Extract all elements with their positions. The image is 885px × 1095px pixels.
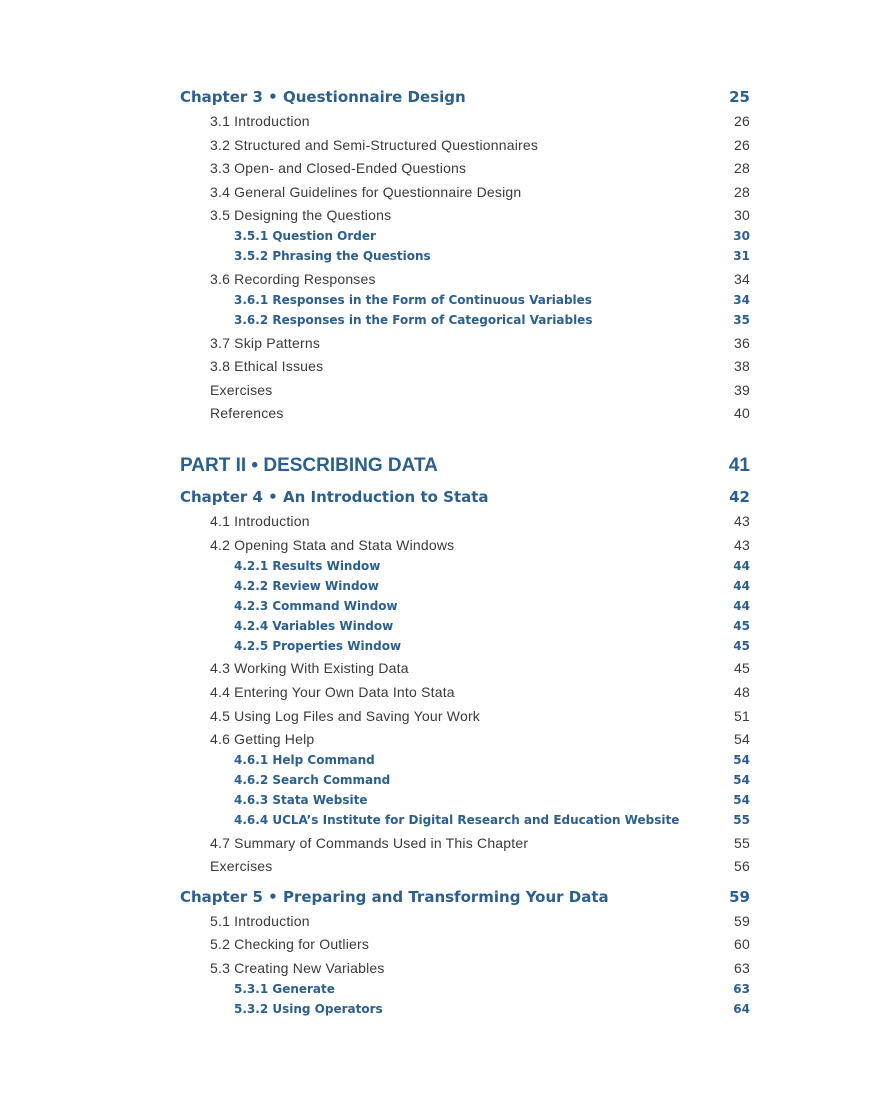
toc-page-number: 54: [733, 793, 750, 807]
toc-page-number: 31: [733, 249, 750, 263]
toc-entry-title: 4.6 Getting Help: [210, 731, 315, 747]
toc-page-number: 63: [733, 982, 750, 996]
toc-entry-title: 3.5 Designing the Questions: [210, 207, 392, 223]
toc-page-number: 54: [734, 731, 750, 747]
toc-page-number: 44: [733, 579, 750, 593]
toc-page-number: 64: [733, 1002, 750, 1016]
toc-section-row: [210, 135, 750, 155]
toc-entry-title: 4.6.4 UCLA’s Institute for Digital Research and Education Website: [234, 813, 680, 827]
toc-page-number: 59: [729, 888, 750, 906]
toc-entry-title: 4.2.5 Properties Window: [234, 639, 402, 653]
toc-page-number: 59: [734, 913, 750, 929]
toc-page-number: 28: [734, 160, 750, 176]
toc-page-number: 26: [734, 113, 750, 129]
toc-entry-title: 4.1 Introduction: [210, 513, 310, 529]
toc-section-row: [210, 682, 750, 702]
toc-entry-title: Chapter 3 • Questionnaire Design: [180, 88, 466, 106]
toc-section-row: [210, 856, 750, 876]
toc-entry-title: 3.4 General Guidelines for Questionnaire Design: [210, 184, 522, 200]
toc-part-row: [180, 454, 750, 478]
toc-subsection-row: [234, 792, 750, 808]
toc-entry-title: Chapter 4 • An Introduction to Stata: [180, 488, 489, 506]
toc-section-row: [210, 333, 750, 353]
toc-entry-title: 3.3 Open- and Closed-Ended Questions: [210, 160, 467, 176]
toc-page-number: 34: [734, 271, 750, 287]
toc-page-number: 42: [729, 488, 750, 506]
toc-chapter-row: [180, 487, 750, 507]
toc-page-number: 35: [733, 313, 750, 327]
toc-section-row: [210, 729, 750, 749]
toc-section-row: [210, 205, 750, 225]
toc-section-row: [210, 934, 750, 954]
toc-entry-title: 3.2 Structured and Semi-Structured Questionnaires: [210, 137, 539, 153]
toc-page-number: 55: [733, 813, 750, 827]
toc-subsection-row: [234, 638, 750, 654]
toc-subsection-row: [234, 1001, 750, 1017]
toc-page-number: 44: [733, 599, 750, 613]
toc-page-number: 63: [734, 960, 750, 976]
toc-page-number: 43: [734, 537, 750, 553]
toc-entry-title: 4.2.1 Results Window: [234, 559, 381, 573]
toc-section-row: [210, 158, 750, 178]
toc-page-number: 45: [733, 619, 750, 633]
toc-entry-title: 4.6.1 Help Command: [234, 753, 375, 767]
toc-entry-title: 3.6.1 Responses in the Form of Continuous Variables: [234, 293, 592, 307]
toc-page-number: 55: [734, 835, 750, 851]
toc-page-number: 45: [734, 660, 750, 676]
toc-subsection-row: [234, 598, 750, 614]
toc-entry-title: 4.2 Opening Stata and Stata Windows: [210, 537, 455, 553]
toc-entry-title: References: [210, 405, 284, 421]
toc-entry-title: 3.6.2 Responses in the Form of Categorical Variables: [234, 313, 593, 327]
toc-entry-title: 3.1 Introduction: [210, 113, 310, 129]
toc-subsection-row: [234, 812, 750, 828]
toc-page-number: 30: [733, 229, 750, 243]
toc-chapter-row: [180, 887, 750, 907]
toc-section-row: [210, 356, 750, 376]
toc-entry-title: 4.3 Working With Existing Data: [210, 660, 409, 676]
toc-page-number: 54: [733, 753, 750, 767]
toc-entry-title: 5.1 Introduction: [210, 913, 310, 929]
toc-section-row: [210, 911, 750, 931]
toc-entry-title: 4.4 Entering Your Own Data Into Stata: [210, 684, 455, 700]
toc-entry-title: 4.5 Using Log Files and Saving Your Work: [210, 708, 481, 724]
toc-section-row: [210, 182, 750, 202]
toc-section-row: [210, 511, 750, 531]
toc-entry-title: 4.2.4 Variables Window: [234, 619, 394, 633]
toc-entry-title: 5.3.1 Generate: [234, 982, 335, 996]
toc-page-number: 28: [734, 184, 750, 200]
toc-page-number: 56: [734, 858, 750, 874]
toc-page-number: 34: [733, 293, 750, 307]
toc-subsection-row: [234, 752, 750, 768]
toc-subsection-row: [234, 228, 750, 244]
toc-page-number: 26: [734, 137, 750, 153]
toc-entry-title: 4.6.3 Stata Website: [234, 793, 368, 807]
toc-section-row: [210, 658, 750, 678]
toc-section-row: [210, 958, 750, 978]
toc-entry-title: Chapter 5 • Preparing and Transforming Your Data: [180, 888, 609, 906]
toc-entry-title: 3.8 Ethical Issues: [210, 358, 324, 374]
toc-entry-title: 4.6.2 Search Command: [234, 773, 391, 787]
toc-section-row: [210, 535, 750, 555]
toc-page-number: 40: [734, 405, 750, 421]
toc-subsection-row: [234, 772, 750, 788]
toc-section-row: [210, 833, 750, 853]
toc-entry-title: 4.2.2 Review Window: [234, 579, 379, 593]
toc-subsection-row: [234, 312, 750, 328]
toc-entry-title: Exercises: [210, 382, 273, 398]
toc-page-number: 36: [734, 335, 750, 351]
toc-section-row: [210, 380, 750, 400]
toc-entry-title: 4.2.3 Command Window: [234, 599, 398, 613]
toc-entry-title: 5.3 Creating New Variables: [210, 960, 385, 976]
toc-subsection-row: [234, 981, 750, 997]
toc-section-row: [210, 269, 750, 289]
toc-subsection-row: [234, 618, 750, 634]
toc-section-row: [210, 403, 750, 423]
toc-chapter-row: [180, 87, 750, 107]
toc-entry-title: 5.2 Checking for Outliers: [210, 936, 370, 952]
toc-page-number: 44: [733, 559, 750, 573]
toc-page-number: 41: [728, 455, 750, 476]
toc-page-number: 39: [734, 382, 750, 398]
toc-entry-title: 3.5.2 Phrasing the Questions: [234, 249, 431, 263]
toc-entry-title: PART II • DESCRIBING DATA: [180, 455, 438, 476]
toc-entry-title: 3.7 Skip Patterns: [210, 335, 321, 351]
toc-section-row: [210, 706, 750, 726]
toc-subsection-row: [234, 248, 750, 264]
toc-entry-title: 3.6 Recording Responses: [210, 271, 376, 287]
toc-subsection-row: [234, 578, 750, 594]
toc-entry-title: 4.7 Summary of Commands Used in This Chapter: [210, 835, 529, 851]
toc-page-number: 51: [734, 708, 750, 724]
toc-page-number: 25: [729, 88, 750, 106]
toc-subsection-row: [234, 558, 750, 574]
toc-entry-title: 5.3.2 Using Operators: [234, 1002, 383, 1016]
toc-section-row: [210, 111, 750, 131]
toc-entry-title: 3.5.1 Question Order: [234, 229, 376, 243]
toc-entry-title: Exercises: [210, 858, 273, 874]
toc-page-number: 38: [734, 358, 750, 374]
toc-page-number: 54: [733, 773, 750, 787]
toc-page-number: 30: [734, 207, 750, 223]
toc-page-number: 43: [734, 513, 750, 529]
toc-page-number: 60: [734, 936, 750, 952]
toc-page-number: 48: [734, 684, 750, 700]
toc-subsection-row: [234, 292, 750, 308]
toc-page-number: 45: [733, 639, 750, 653]
